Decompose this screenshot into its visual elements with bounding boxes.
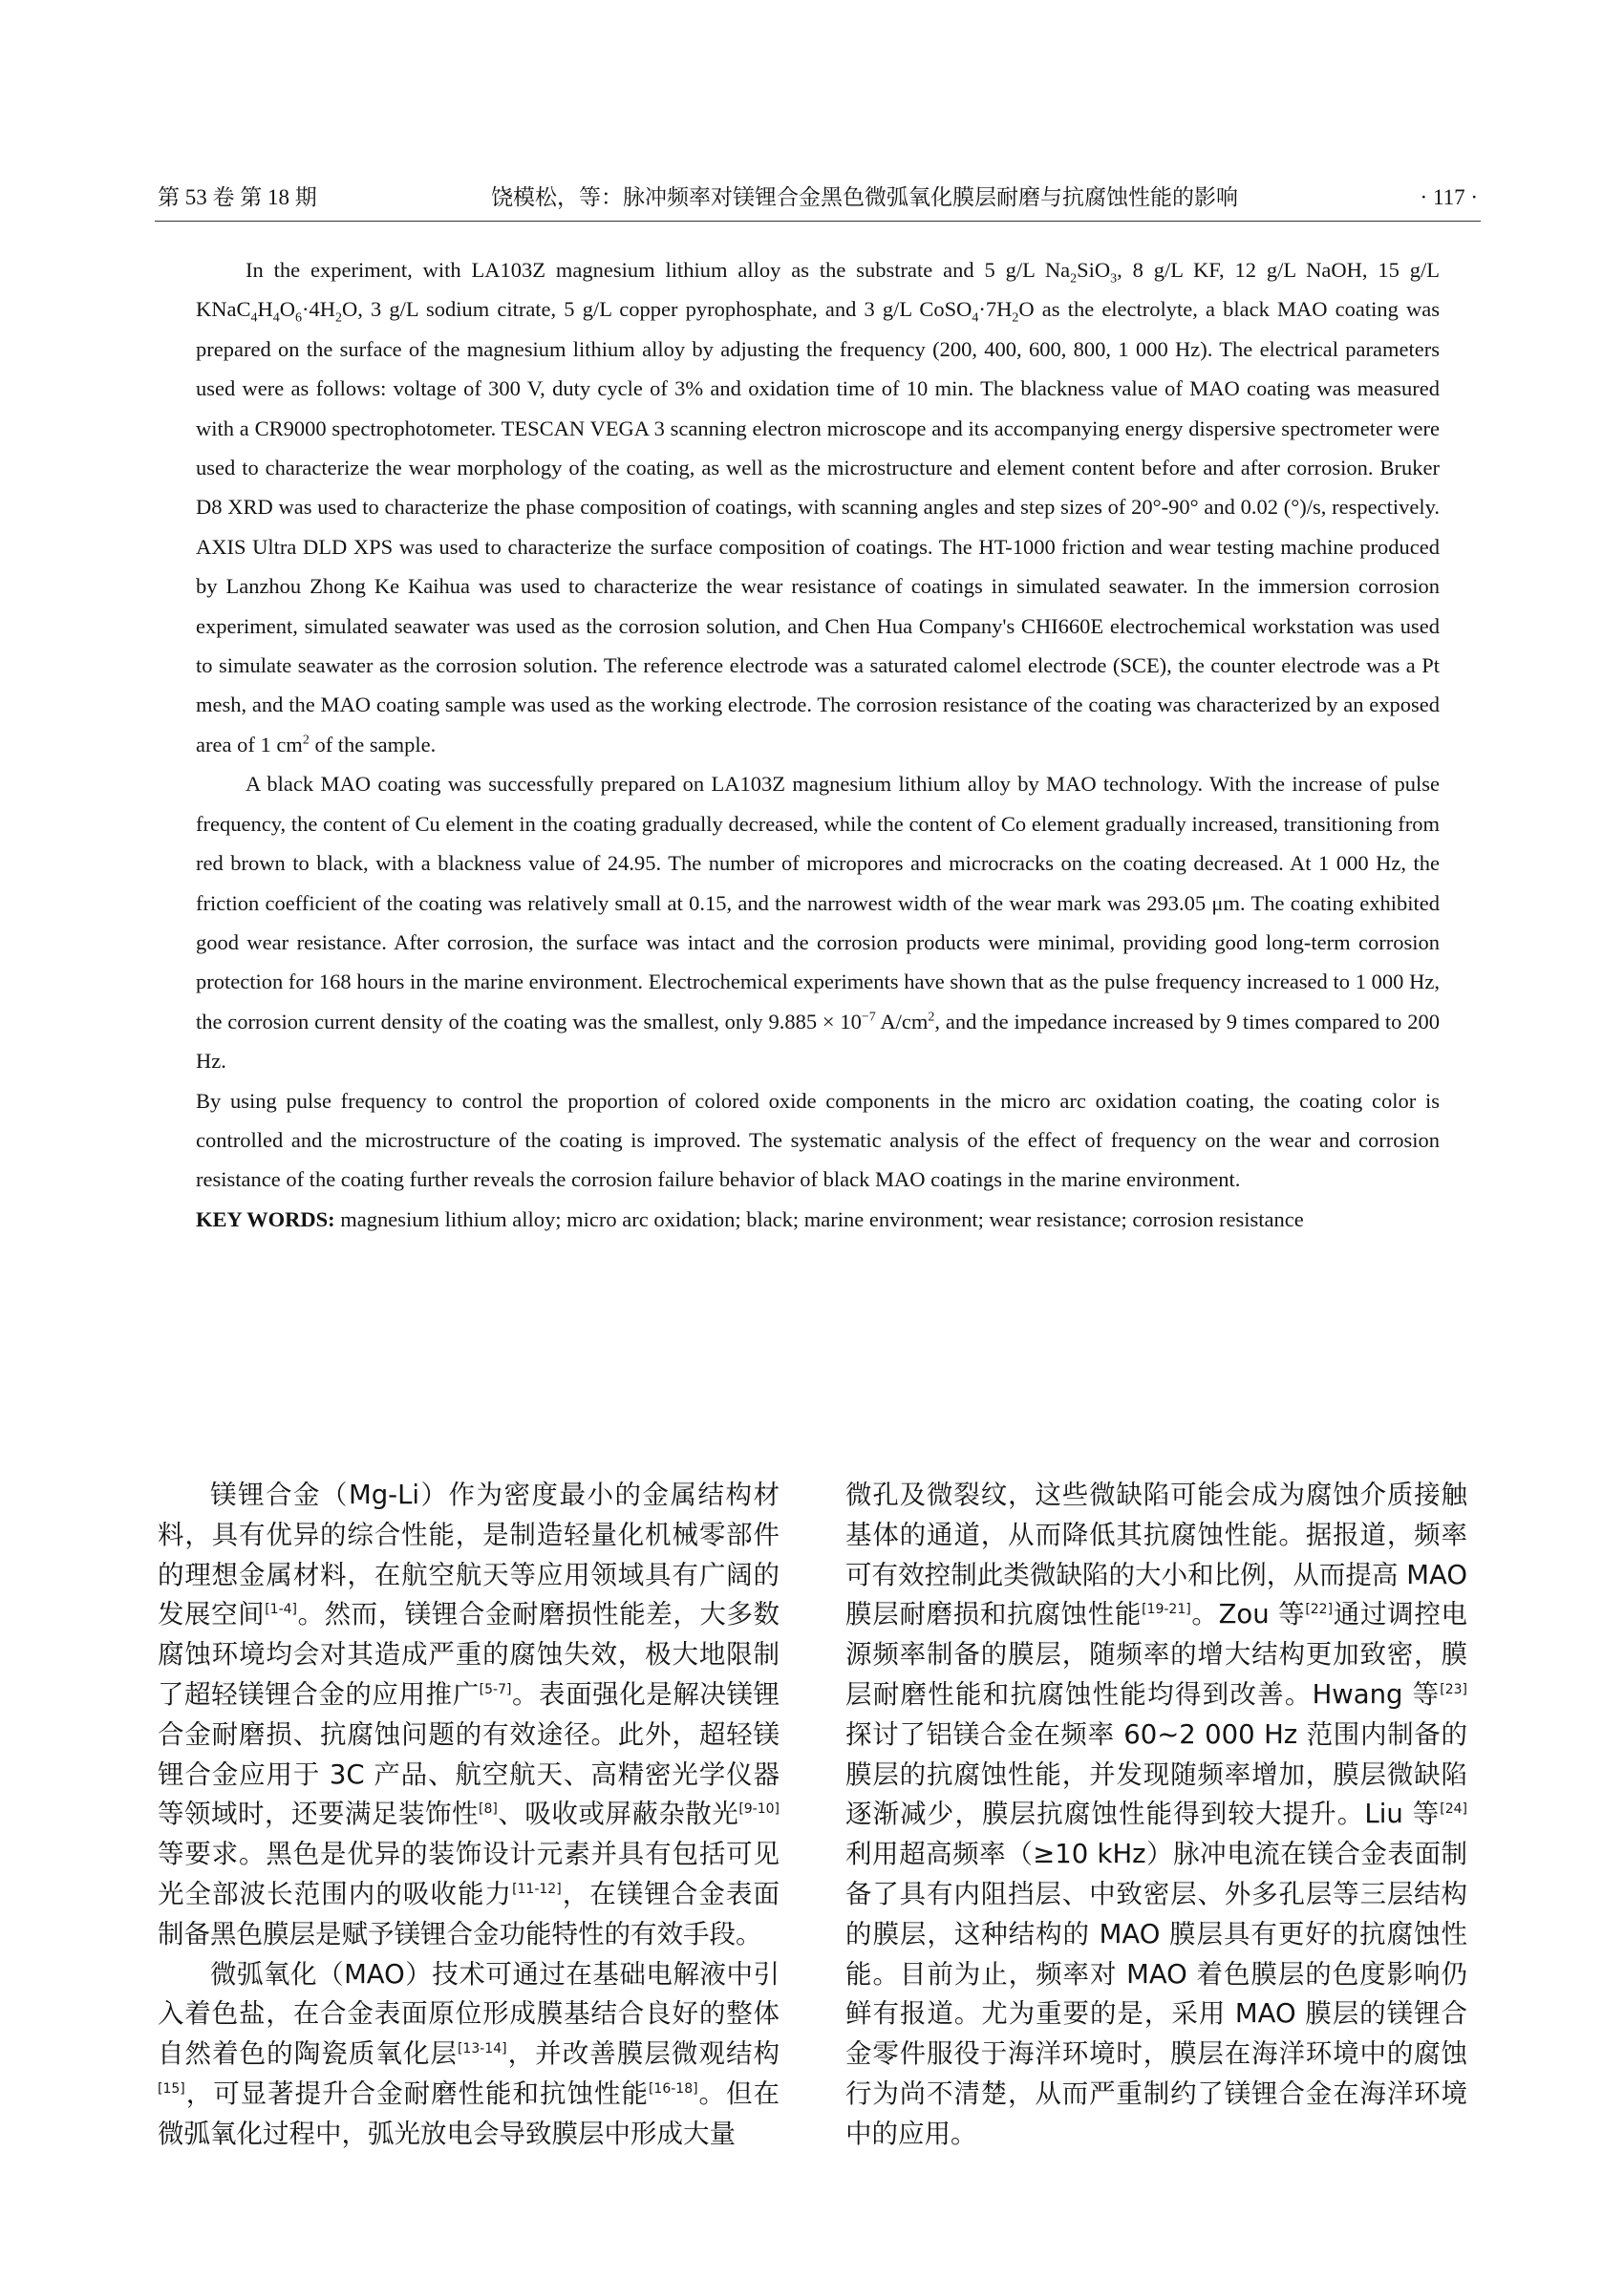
citation: [23] [1440, 1681, 1467, 1697]
citation: [15] [158, 2080, 185, 2097]
citation: [16-18] [648, 2080, 698, 2097]
citation: [13-14] [457, 2041, 507, 2056]
citation: [8] [478, 1801, 498, 1818]
running-title: 饶模松，等：脉冲频率对镁锂合金黑色微弧氧化膜层耐磨与抗腐蚀性能的影响 [491, 185, 1238, 209]
citation: [9-10] [738, 1801, 780, 1818]
body-column-right [845, 1476, 1467, 2155]
abstract-methods-paragraph: In the experiment, with LA103Z magnesium lithium alloy as the substrate and 5 g/L $Na_2SiO_3$, 8 g/L KF, 12 g/L NaOH, 15 g/L $KNaC_4H_4O_6\cdot 4H_2O$, 3 g/L sodium citrate, 5 g/L copper pyrophosphate, and 3 g/L $CoSO_4\cdot 7H_2O$ as the electrolyte, a black MAO coating was prepared on the surface of the magnesium lithium alloy by adjusting the frequency (200, 400, 600, 800, 1 000 Hz). The electrical parameters used were as follows: voltage of 300 V, duty cycle of 3% and oxidation time of 10 min. The blackness value of MAO coating was measured with a CR9000 spectrophotometer. TESCAN VEGA 3 scanning electron microscope and its accompanying energy dispersive spectrometer were used to characterize the wear morphology of the coating, as well as the microstructure and element content before and after corrosion. Bruker D8 XRD was used to characterize the phase composition of coatings, with scanning angles and step sizes of 20°-90° and 0.02 (°)/s, respectively. AXIS Ultra DLD XPS was used to characterize the surface composition of coatings. The HT-1000 friction and wear testing machine produced by Lanzhou Zhong Ke Kaihua was used to characterize the wear resistance of coatings in simulated seawater. In the immersion corrosion experiment, simulated seawater was used as the corrosion solution, and Chen Hua Company's CHI660E electrochemical workstation was used to simulate seawater as the corrosion solution. The reference electrode was a saturated calomel electrode (SCE), the counter electrode was a Pt mesh, and the MAO coating sample was used as the working electrode. The corrosion resistance of the coating was characterized by an exposed area of 1 $cm^2$ of the sample. [196, 258, 1441, 756]
intro-paragraph-2: 微弧氧化（MAO）技术可通过在基础电解液中引入着色盐，在合金表面原位形成膜基结合良好的整体自然着色的陶瓷质氧化层[13-14]，并改善膜层微观结构[15]，可显著提升合金耐磨性能和抗蚀性能[16-18]。但在微弧氧化过程中，弧光放电会导致膜层中形成大量 [158, 1958, 780, 2149]
intro-paragraph-1: 镁锂合金（Mg-Li）作为密度最小的金属结构材料，具有优异的综合性能，是制造轻量化机械零部件的理想金属材料，在航空航天等应用领域具有广阔的发展空间[1-4]。然而，镁锂合金耐磨损性能差，大多数腐蚀环境均会对其造成严重的腐蚀失效，极大地限制了超轻镁锂合金的应用推广[5-7]。表面强化是解决镁锂合金耐磨损、抗腐蚀问题的有效途径。此外，超轻镁锂合金应用于 3C 产品、航空航天、高精密光学仪器等领域时，还要满足装饰性[8]、吸收或屏蔽杂散光[9-10]等要求。黑色是优异的装饰设计元素并具有包括可见光全部波长范围内的吸收能力[11-12]，在镁锂合金表面制备黑色膜层是赋予镁锂合金功能特性的有效手段。 [158, 1480, 780, 1950]
volume-issue: 第 53 卷 第 18 期 [158, 185, 317, 209]
abstract-results-paragraph: A black MAO coating was successfully prepared on LA103Z magnesium lithium alloy by MAO technology. With the increase of pulse frequency, the content of Cu element in the coating gradually decreased, while the content of Co element gradually increased, transitioning from red brown to black, with a blackness value of 24.95. The number of micropores and microcracks on the coating decreased. At 1 000 Hz, the friction coefficient of the coating was relatively small at 0.15, and the narrowest width of the wear mark was 293.05 μm. The coating exhibited good wear resistance. After corrosion, the surface was intact and the corrosion products were minimal, providing good long-term corrosion protection for 168 hours in the marine environment. Electrochemical experiments have shown that as the pulse frequency increased to 1 000 Hz, the corrosion current density of the coating was the smallest, only $9.885 \times 10^{-7}$ $A/cm^2$, and the impedance increased by 9 times compared to 200 Hz. [196, 772, 1441, 1074]
citation: [22] [1305, 1602, 1334, 1618]
citation: [24] [1440, 1801, 1467, 1818]
intro-paragraph-2-continued: 微孔及微裂纹，这些微缺陷可能会成为腐蚀介质接触基体的通道，从而降低其抗腐蚀性能。据报道，频率可有效控制此类微缺陷的大小和比例，从而提高 MAO 膜层耐磨损和抗腐蚀性能[19-21]。Zou 等[22]通过调控电源频率制备的膜层，随频率的增大结构更加致密，膜层耐磨性能和抗腐蚀性能均得到改善。Hwang 等[23]探讨了铝镁合金在频率 60~2 000 Hz 范围内制备的膜层的抗腐蚀性能，并发现随频率增加，膜层微缺陷逐渐减少，膜层抗腐蚀性能得到较大提升。Liu 等[24]利用超高频率（≥10 kHz）脉冲电流在镁合金表面制备了具有内阻挡层、中致密层、外多孔层等三层结构的膜层，这种结构的 MAO 膜层具有更好的抗腐蚀性能。目前为止，频率对 MAO 着色膜层的色度影响仍鲜有报道。尤为重要的是，采用 MAO 膜层的镁锂合金零件服役于海洋环境时，膜层在海洋环境中的腐蚀行为尚不清楚，从而严重制约了镁锂合金在海洋环境中的应用。 [845, 1480, 1468, 2149]
keywords-label: KEY WORDS: [196, 1206, 335, 1231]
citation: [5-7] [479, 1681, 512, 1697]
citation: [11-12] [512, 1881, 562, 1897]
keywords-text: magnesium lithium alloy; micro arc oxidation; black; marine environment; wear resistance; corrosion resistance [334, 1206, 1304, 1231]
citation: [1-4] [265, 1602, 298, 1618]
header-rule [155, 221, 1481, 222]
page-number: · 117 · [1420, 185, 1478, 209]
english-abstract [196, 250, 1440, 1239]
running-header [158, 178, 1478, 218]
body-column-left [158, 1476, 780, 2155]
keywords-line [196, 1200, 1440, 1239]
abstract-conclusion-paragraph: By using pulse frequency to control the proportion of colored oxide components in the micro arc oxidation coating, the coating color is controlled and the microstructure of the coating is improved. The systematic analysis of the effect of frequency on the wear and corrosion resistance of the coating further reveals the corrosion failure behavior of black MAO coatings in the marine environment. [196, 1088, 1440, 1192]
citation: [19-21] [1142, 1602, 1191, 1618]
